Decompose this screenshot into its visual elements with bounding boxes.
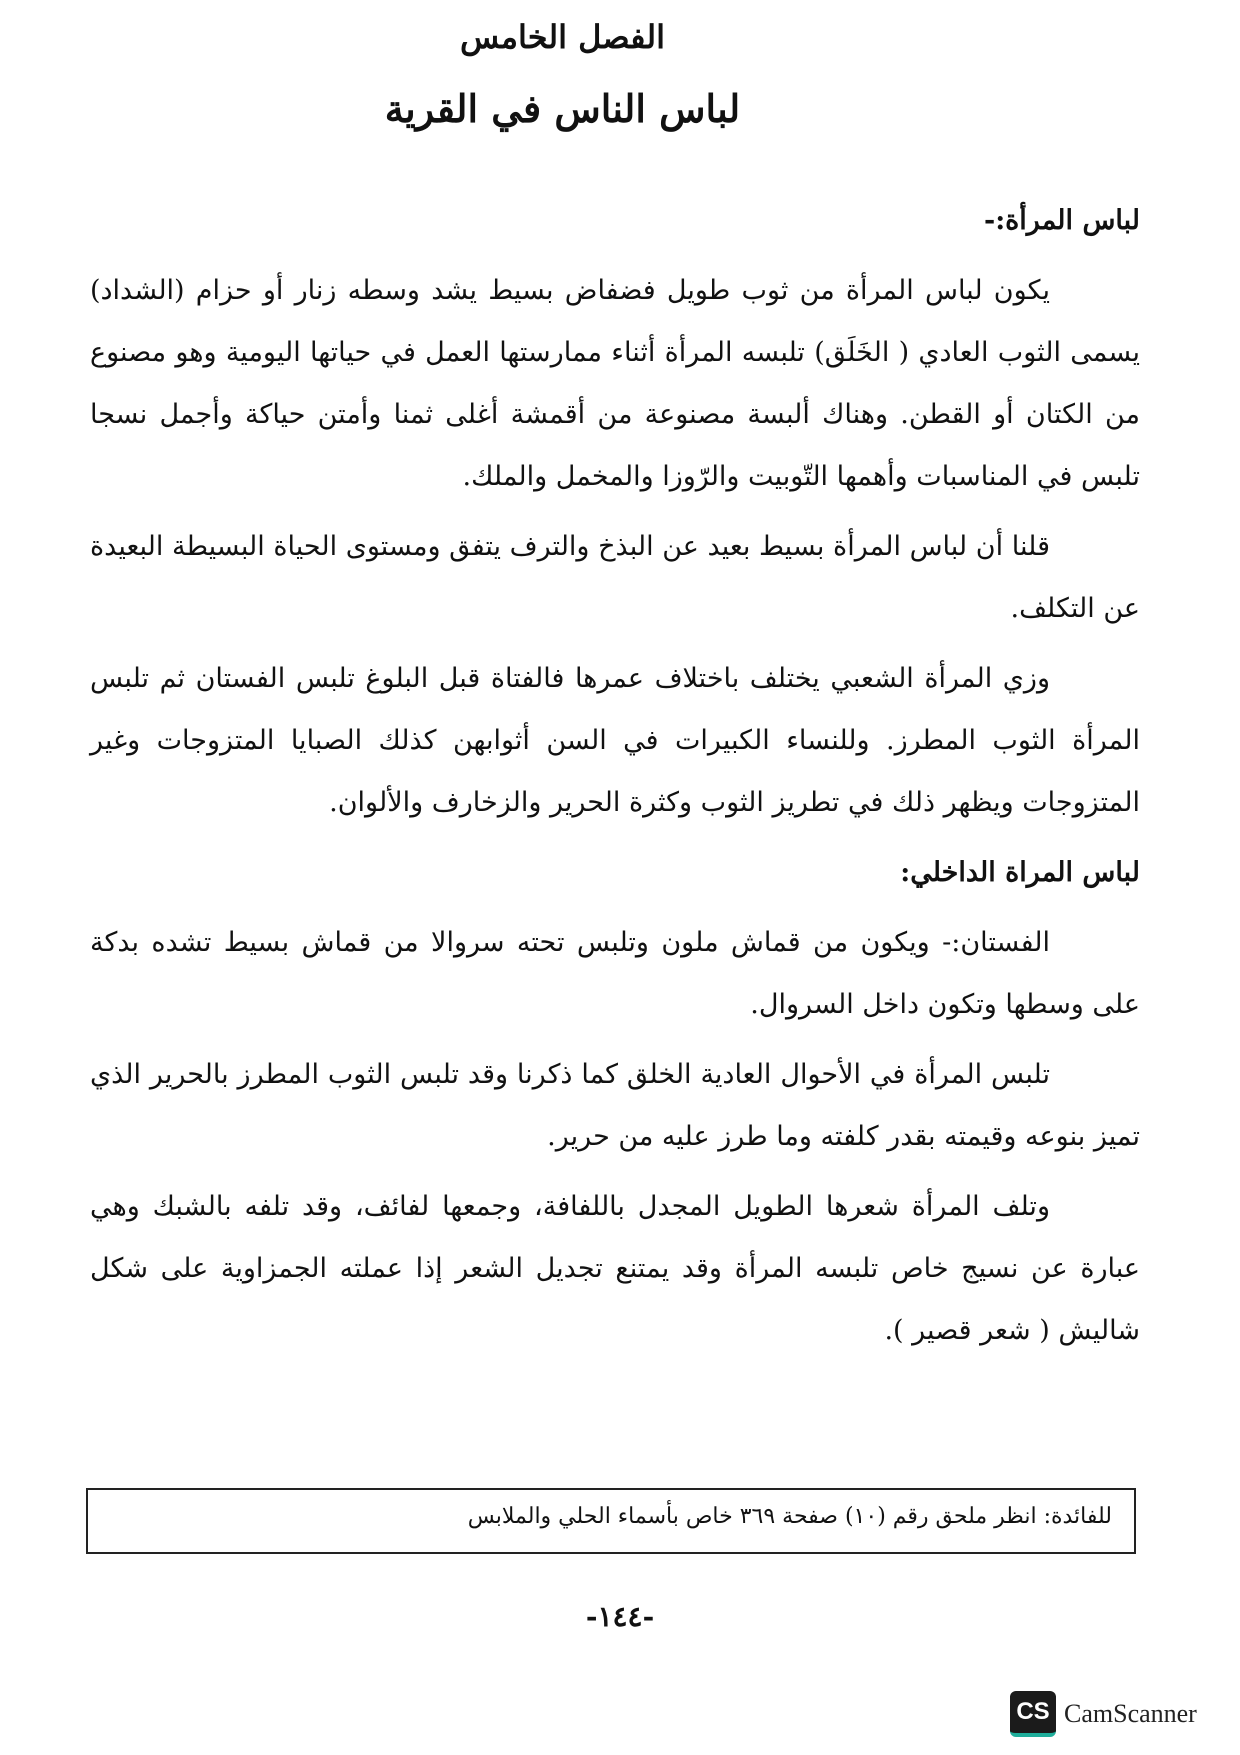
camscanner-logo-icon: CS — [1010, 1691, 1056, 1737]
document-body — [90, 190, 1140, 1370]
section-heading-inner: لباس المراة الداخلي: — [900, 857, 1140, 888]
paragraph: وتلف المرأة شعرها الطويل المجدل باللفافة، وجمعها لفائف، وقد تلفه بالشبك وهي عبارة عن نسيج خاص تلبسه المرأة وقد يمتنع تجديل الشعر إذا عملته الجمزاوية على شكل شاليش ( شعر قصير ). — [90, 1191, 1140, 1346]
paragraph: قلنا أن لباس المرأة بسيط بعيد عن البذخ والترف يتفق ومستوى الحياة البسيطة البعيدة عن التكلف. — [90, 531, 1140, 624]
section-heading-women: لباس المرأة:- — [983, 205, 1140, 236]
camscanner-logo-text: CamScanner — [1064, 1699, 1197, 1728]
camscanner-watermark — [1010, 1690, 1197, 1738]
paragraph: تلبس المرأة في الأحوال العادية الخلق كما ذكرنا وقد تلبس الثوب المطرز بالحرير الذي تميز بنوعه وقيمته بقدر كلفته وما طرز عليه من حرير. — [90, 1059, 1140, 1152]
paragraph: يكون لباس المرأة من ثوب طويل فضفاض بسيط يشد وسطه زنار أو حزام (الشداد) يسمى الثوب العادي ( الخَلَق) تلبسه المرأة أثناء ممارستها العمل في حياتها اليومية وهو مصنوع من الكتان أو القطن. وهناك ألبسة مصنوعة من أقمشة أغلى ثمنا وأمتن حياكة وأجمل نسجا تلبس في المناسبات وأهمها التّوبيت والرّوزا والمخمل والملك. — [90, 275, 1140, 492]
page-title: لباس الناس في القرية — [384, 86, 741, 131]
page-number: -١٤٤- — [585, 1600, 655, 1633]
chapter-label: الفصل الخامس — [460, 18, 665, 56]
footnote-box — [86, 1488, 1136, 1554]
paragraph: الفستان:- ويكون من قماش ملون وتلبس تحته سروالا من قماش بسيط تشده بدكة على وسطها وتكون داخل السروال. — [90, 927, 1140, 1020]
paragraph: وزي المرأة الشعبي يختلف باختلاف عمرها فالفتاة قبل البلوغ تلبس الفستان ثم تلبس المرأة الثوب المطرز. وللنساء الكبيرات في السن أثوابهن كذلك الصبايا المتزوجات وغير المتزوجات ويظهر ذلك في تطريز الثوب وكثرة الحرير والزخارف والألوان. — [90, 663, 1140, 818]
footnote-text: للفائدة: انظر ملحق رقم (١٠) صفحة ٣٦٩ خاص بأسماء الحلي والملابس — [467, 1504, 1112, 1529]
